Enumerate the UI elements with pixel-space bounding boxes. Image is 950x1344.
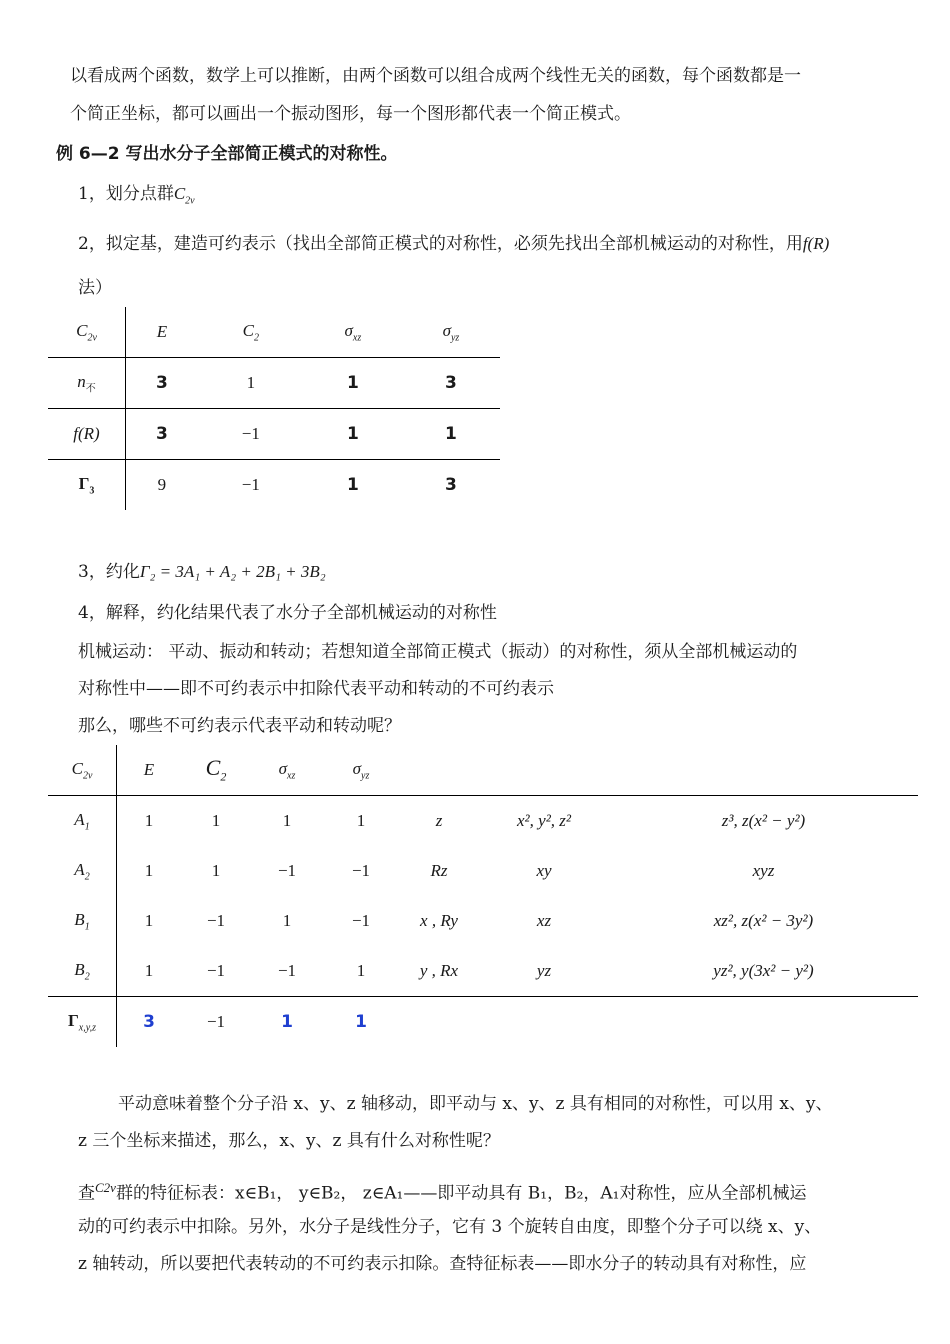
t1-header-sxz: $\sigma_{xz}$: [304, 307, 402, 358]
t2-cell: 1: [282, 911, 292, 930]
t1-cell: 3: [126, 358, 198, 409]
t2-cell: 1: [282, 811, 292, 830]
t2-cell: 1: [211, 861, 221, 880]
t2-quadratic: yz: [479, 946, 609, 997]
check-text: 群的特征标表：x∈B₁， y∈B₂， z∈A₁——即平动具有 B₁，B₂，A₁对称性，应从全部机械运: [115, 1183, 807, 1204]
t2-cell: −1: [277, 861, 297, 880]
step-3-text: 3，约化: [78, 562, 140, 582]
t2-row-label: $B_2$: [48, 946, 117, 997]
t2-cell: −1: [181, 946, 251, 997]
t2-header-syz: $\sigma_{yz}$: [323, 745, 399, 796]
t2-quadratic: xy: [536, 861, 552, 880]
t1-row-n-label: $n_不$: [48, 358, 126, 409]
t2-cubic: xz², z(x² − 3y²): [713, 911, 814, 930]
t2-cell: −1: [351, 911, 371, 930]
motion-line-2: 对称性中——即不可约表示中扣除代表平动和转动的不可约表示: [78, 679, 554, 699]
t2-header-E: E: [117, 745, 182, 796]
t1-header-E: E: [126, 307, 198, 358]
t2-header-group: $C_{2v}$: [48, 745, 117, 796]
t2-cubic: z³, z(x² − y²): [721, 811, 806, 830]
reduction-formula: Γ₂ = 3A₁ + A₂ + 2B₁ + 3B₂: [139, 562, 326, 581]
t2-header-C2: $C_2$: [181, 745, 251, 796]
t2-row-label: $A_2$: [48, 846, 117, 896]
t2-gamma-cell: 3: [143, 1012, 155, 1032]
point-group-sub: 2v: [185, 195, 195, 207]
t2-linear: Rz: [430, 861, 448, 880]
t2-cell: 1: [144, 811, 154, 830]
check-line-2: 动的可约表示中扣除。另外，水分子是线性分子，它有 3 个旋转自由度，即整个分子可以绕 x、y、: [78, 1217, 822, 1237]
t2-cell: 1: [323, 946, 399, 997]
t2-gamma-label: $\Gamma_{x,y,z}$: [48, 997, 117, 1048]
check-line-3: z 轴转动，所以要把代表转动的不可约表示扣除。查特征标表——即水分子的转动具有对称性，应: [78, 1254, 807, 1274]
t1-header-group: $C_{2v}$: [48, 307, 126, 358]
t1-row-fR-label: f(R): [48, 409, 126, 460]
t1-cell: −1: [198, 409, 304, 460]
t2-linear: z: [435, 811, 443, 830]
t2-linear: x , Ry: [420, 911, 458, 930]
translation-line-1: 平动意味着整个分子沿 x、y、z 轴移动，即平动与 x、y、z 具有相同的对称性，可以用 x、y、: [118, 1094, 833, 1114]
check-prefix: 查: [78, 1183, 95, 1204]
t1-cell: 9: [157, 475, 167, 494]
step-2-fR: f(R): [802, 234, 830, 253]
t2-gamma-cell: −1: [206, 1012, 226, 1031]
t1-header-syz: $\sigma_{yz}$: [402, 307, 500, 358]
check-group: C2v: [95, 1180, 116, 1195]
t2-quadratic: x², y², z²: [517, 811, 571, 830]
t2-linear: y , Rx: [399, 946, 479, 997]
t1-row-gamma-label: $\Gamma_3$: [48, 460, 126, 511]
reducible-representation-table: [48, 307, 500, 510]
t1-cell: 1: [402, 409, 500, 460]
t2-cell: 1: [144, 911, 154, 930]
t2-cell: −1: [251, 946, 323, 997]
point-group-symbol: C: [173, 184, 186, 203]
t1-cell: 3: [402, 358, 500, 409]
step-2-line-1: [78, 232, 829, 256]
motion-line-1: 机械运动： 平动、振动和转动；若想知道全部简正模式（振动）的对称性，须从全部机械运动的: [78, 642, 798, 662]
t1-cell: 1: [304, 358, 402, 409]
question-line: 那么，哪些不可约表示代表平动和转动呢？: [78, 716, 401, 736]
paragraph-line-1: 以看成两个函数，数学上可以推断，由两个函数可以组合成两个线性无关的函数，每个函数都是一: [70, 66, 801, 86]
t1-cell: 1: [198, 358, 304, 409]
t1-cell: 1: [304, 409, 402, 460]
t2-cubic: yz², y(3x² − y²): [609, 946, 918, 997]
example-title: 例 6—2 写出水分子全部简正模式的对称性。: [56, 144, 398, 164]
step-3: [78, 560, 326, 584]
t2-cell: −1: [206, 911, 226, 930]
t2-gamma-cell: 1: [355, 1012, 367, 1032]
t1-header-C2: $C_2$: [198, 307, 304, 358]
step-2-text: 2，拟定基，建造可约表示（找出全部简正模式的对称性，必须先找出全部机械运动的对称性，用: [78, 234, 803, 254]
t2-cell: 1: [356, 811, 366, 830]
t2-row-label: $A_1$: [48, 796, 117, 847]
translation-line-2: z 三个坐标来描述，那么，x、y、z 具有什么对称性呢？: [78, 1131, 500, 1151]
t1-cell: 3: [445, 475, 457, 495]
t2-cell: −1: [351, 861, 371, 880]
check-line-1: [78, 1176, 806, 1206]
t2-quadratic: xz: [536, 911, 552, 930]
t1-cell: −1: [241, 475, 260, 494]
t2-cell: 1: [117, 946, 182, 997]
t2-cell: 1: [211, 811, 221, 830]
step-2-line-2: 法）: [78, 278, 112, 298]
step-4: 4，解释，约化结果代表了水分子全部机械运动的对称性: [78, 603, 497, 623]
t2-gamma-cell: 1: [281, 1012, 293, 1032]
paragraph-line-2: 个简正坐标，都可以画出一个振动图形，每一个图形都代表一个简正模式。: [70, 104, 631, 124]
character-table: [48, 745, 918, 1047]
t2-header-sxz: $\sigma_{xz}$: [251, 745, 323, 796]
step-1: [78, 182, 195, 213]
t1-cell: 3: [126, 409, 198, 460]
t1-cell: 1: [346, 475, 359, 495]
t2-row-label: $B_1$: [48, 896, 117, 946]
t2-cell: 1: [144, 861, 154, 880]
step-1-text: 1，划分点群: [78, 184, 174, 204]
t2-cubic: xyz: [752, 861, 775, 880]
